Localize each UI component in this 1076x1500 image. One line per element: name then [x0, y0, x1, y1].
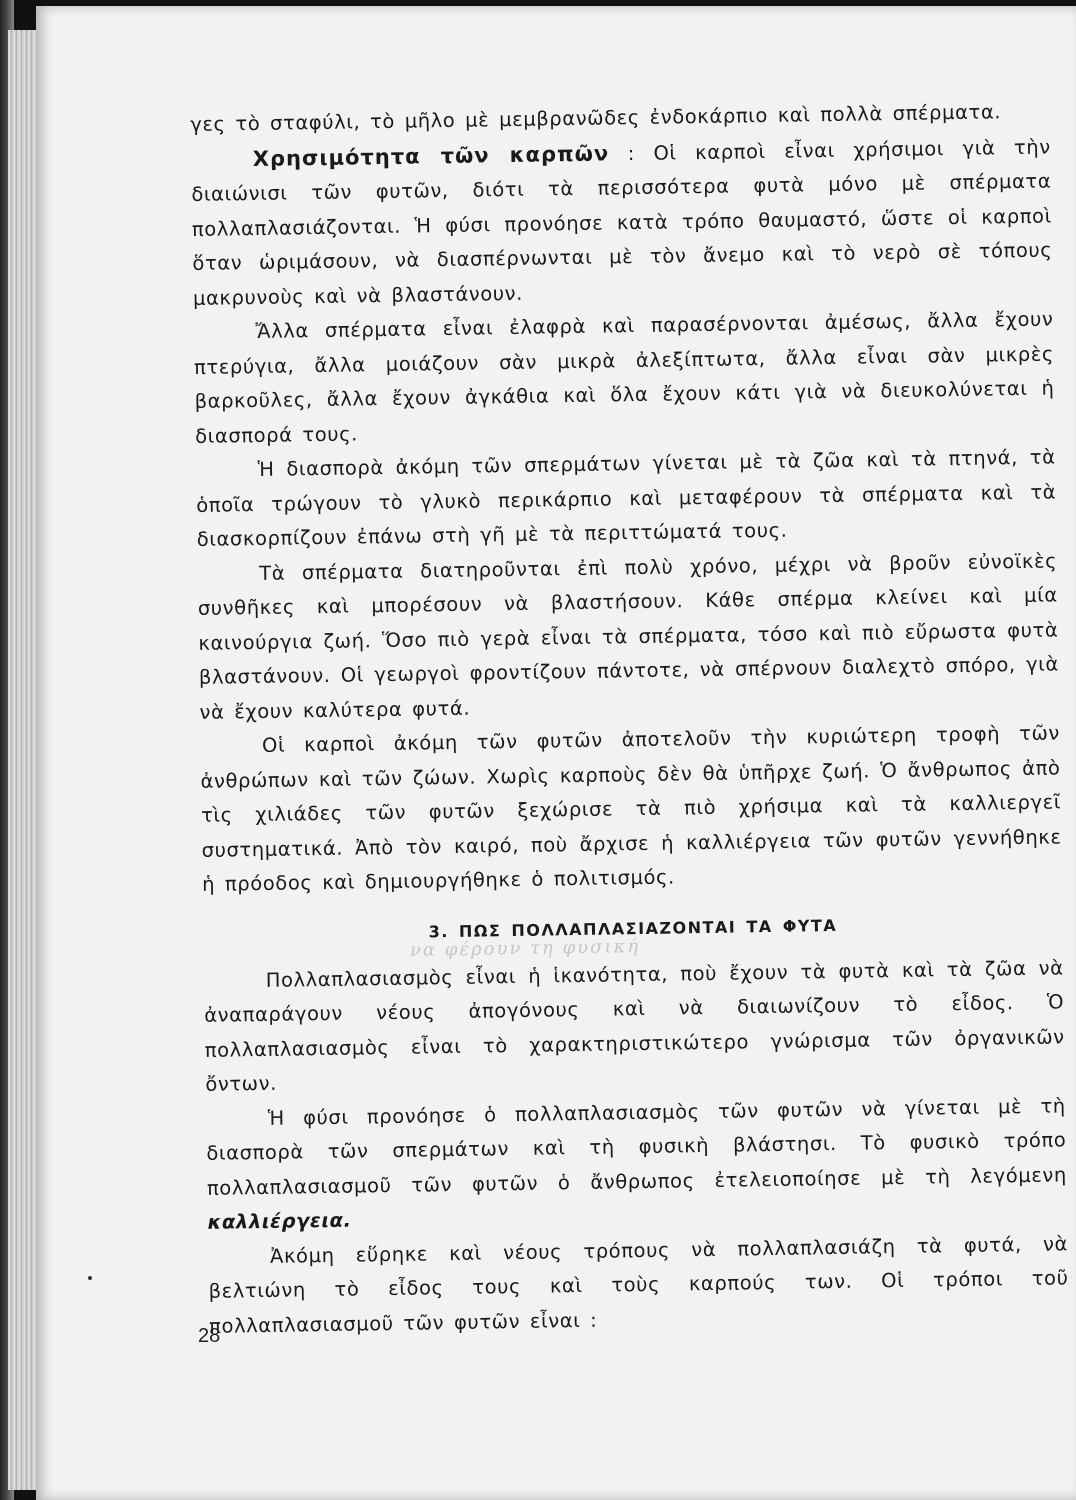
paragraph-fruits-as-food: Οἱ καρποὶ ἀκόμη τῶν φυτῶν ἀποτελοῦν τὴν κυριώτερη τροφὴ τῶν ἀνθρώπων καὶ τῶν ζώων. Χωρὶς καρποὺς δὲν θὰ ὑπῆρχε ζωή. Ὁ ἄνθρωπος ἀπὸ τὶς χιλιάδες τῶν φυτῶν ξεχώρισε τὰ πιὸ χρήσιμα καὶ τὰ καλλιεργεῖ συστηματικά. Ἀπὸ τὸν καιρό, ποὺ ἄρχισε ἡ καλλιέργεια τῶν φυτῶν γεννήθηκε ἡ πρόοδος καὶ δημιουργήθηκε ὁ πολιτισμός. — [200, 721, 1062, 896]
paragraph-natural-multiplication — [206, 1089, 1068, 1240]
paragraph-fruit-usefulness — [191, 129, 1054, 316]
page-number: 28 — [198, 1325, 221, 1347]
emphasis-cultivation: καλλιέργεια. — [207, 1208, 352, 1234]
page-text — [190, 94, 1069, 1343]
section-heading: 3. ΠΩΣ ΠΟΛΛΑΠΛΑΣΙΑΖΟΝΤΑΙ ΤΑ ΦΥΤΑ — [428, 915, 838, 941]
paragraph-multiplication-definition: Πολλαπλασιασμὸς εἶναι ἡ ἱκανότητα, ποὺ ἔχουν τὰ φυτὰ καὶ τὰ ζῶα νὰ ἀναπαράγουν νέους ἀπογόνους καὶ νὰ διαιωνίζουν τὸ εἶδος. Ὁ πολλαπλασιασμὸς εἶναι τὸ χαρακτηριστικώτερο γνώρισμα τῶν ὀργανικῶν ὄντων. — [204, 955, 1065, 1096]
pencil-annotation: να φέρουν τη φυσική — [409, 935, 641, 962]
term-fruit-usefulness: Χρησιμότητα τῶν καρπῶν — [252, 140, 610, 171]
ink-speck — [88, 1276, 92, 1280]
paragraph-continuation: γες τὸ σταφύλι, τὸ μῆλο μὲ μεμβρανῶδες ἐνδοκάρπιο καὶ πολλὰ σπέρματα. — [190, 100, 1002, 136]
paragraph-new-methods: Ἀκόμη εὕρηκε καὶ νέους τρόπους νὰ πολλαπλασιάζη τὰ φυτά, νὰ βελτιώνη τὸ εἶδος τους καὶ τοὺς καρπούς των. Οἱ τρόποι τοῦ πολλαπλασιασμοῦ τῶν φυτῶν εἶναι : — [208, 1231, 1069, 1338]
paragraph-seed-types: Ἄλλα σπέρματα εἶναι ἐλαφρὰ καὶ παρασέρνονται ἀμέσως, ἄλλα ἔχουν πτερύγια, ἄλλα μοιάζουν σὰν μικρὰ ἀλεξίπτωτα, ἄλλα εἶναι σὰν μικρὲς βαρκοῦλες, ἄλλα ἔχουν ἀγκάθια καὶ ὅλα ἔχουν κάτι γιὰ νὰ διευκολύνεται ἡ διασπορά τους. — [193, 307, 1055, 448]
paragraph-fruit-usefulness-text: : Οἱ καρποὶ εἶναι χρήσιμοι γιὰ τὴν διαιώνισι τῶν φυτῶν, διότι τὰ περισσότερα φυτὰ μόνο μὲ σπέρματα πολλαπλασιάζονται. Ἡ φύσι προνόησε κατὰ τρόπο θαυμαστό, ὥστε οἱ καρποὶ ὅταν ὡριμάσουν, νὰ διασπέρνωνται μὲ τὸν ἄνεμο καὶ τὸ νερὸ σὲ τόπους μακρυνοὺς καὶ νὰ βλαστάνουν. — [191, 134, 1053, 310]
paragraph-natural-multiplication-text: Ἡ φύσι προνόησε ὁ πολλαπλασιασμὸς τῶν φυτῶν νὰ γίνεται μὲ τὴ διασπορὰ τῶν σπερμάτων καὶ τὴ φυσικὴ βλάστησι. Τὸ φυσικὸ τρόπο πολλαπλασιασμοῦ τῶν φυτῶν ὁ ἄνθρωπος ἐτελειοποίησε μὲ τὴ λεγόμενη — [206, 1093, 1068, 1200]
paragraph-seed-preservation: Τὰ σπέρματα διατηροῦνται ἐπὶ πολὺ χρόνο, μέχρι νὰ βροῦν εὐνοϊκὲς συνθῆκες καὶ μπορέσουν νὰ βλαστήσουν. Κάθε σπέρμα κλείνει καὶ μία καινούργια ζωή. Ὅσο πιὸ γερὰ εἶναι τὰ σπέρματα, τόσο καὶ πιὸ εὔρωστα φυτὰ βλαστάνουν. Οἱ γεωργοὶ φροντίζουν πάντοτε, νὰ σπέρνουν διαλεχτὸ σπόρο, γιὰ νὰ ἔχουν καλύτερα φυτά. — [197, 548, 1060, 724]
paragraph-seed-dispersal-animals: Ἡ διασπορὰ ἀκόμη τῶν σπερμάτων γίνεται μὲ τὰ ζῶα καὶ τὰ πτηνά, τὰ ὁποῖα τρώγουν τὸ γλυκὸ περικάρπιο καὶ μεταφέρουν τὰ σπέρματα καὶ τὰ διασκορπίζουν ἐπάνω στὴ γῆ μὲ τὰ περιττώματά τους. — [196, 445, 1057, 551]
